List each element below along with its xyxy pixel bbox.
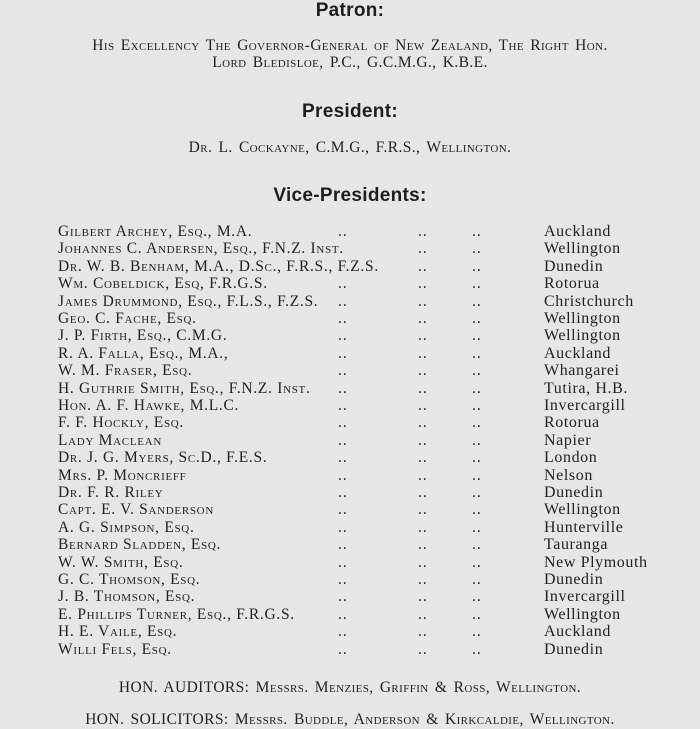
vice-presidents-heading: Vice-Presidents:	[273, 185, 427, 206]
vice-president-row	[58, 310, 698, 328]
leader-dots: ..	[338, 414, 348, 432]
leader-dots: ..	[418, 240, 428, 258]
leader-dots: ..	[338, 623, 348, 641]
leader-dots: ..	[338, 362, 348, 380]
leader-dots: ..	[338, 223, 348, 240]
leader-dots: ..	[418, 553, 428, 571]
vice-president-row	[58, 223, 698, 241]
leader-dots: ..	[472, 501, 482, 519]
leader-dots: ..	[338, 605, 348, 623]
president-heading: President:	[302, 101, 398, 122]
leader-dots: ..	[472, 397, 482, 414]
vice-president-name: J. B. Thomson, Esq.	[58, 588, 196, 606]
leader-dots: ..	[338, 466, 348, 484]
leader-dots: ..	[472, 605, 482, 623]
vice-president-row	[58, 536, 698, 554]
leader-dots: ..	[472, 536, 482, 554]
leader-dots: ..	[338, 536, 348, 554]
president-line: Dr. L. Cockayne, C.M.G., F.R.S., Wellington.	[188, 139, 512, 156]
leader-dots: ..	[418, 379, 428, 397]
vice-president-name: James Drummond, Esq., F.L.S., F.Z.S.	[58, 292, 319, 310]
vice-president-place: Tutira, H.B.	[544, 379, 628, 397]
vice-president-place: Christchurch	[544, 292, 634, 310]
vice-president-name: R. A. Falla, Esq., M.A.,	[58, 344, 229, 362]
vice-president-name: Willi Fels, Esq.	[58, 640, 172, 658]
vice-president-name: H. Guthrie Smith, Esq., F.N.Z. Inst.	[58, 379, 311, 397]
leader-dots: ..	[418, 518, 428, 536]
leader-dots: ..	[338, 292, 348, 310]
vice-president-name: W. W. Smith, Esq.	[58, 553, 184, 571]
leader-dots: ..	[472, 379, 482, 397]
vice-president-name: Hon. A. F. Hawke, M.L.C.	[58, 397, 240, 414]
leader-dots: ..	[472, 449, 482, 467]
vice-president-row	[58, 467, 698, 485]
vice-president-place: Dunedin	[544, 640, 604, 658]
leader-dots: ..	[418, 414, 428, 432]
leader-dots: ..	[338, 553, 348, 571]
leader-dots: ..	[338, 501, 348, 519]
vice-president-name: H. E. Vaile, Esq.	[58, 623, 178, 641]
leader-dots: ..	[338, 379, 348, 397]
vice-president-row	[58, 397, 698, 415]
vice-president-row	[58, 380, 698, 398]
leader-dots: ..	[472, 640, 482, 658]
vice-president-row	[58, 606, 698, 624]
vice-president-name: Dr. W. B. Benham, M.A., D.Sc., F.R.S., F.Z.S.	[58, 257, 379, 275]
leader-dots: ..	[338, 518, 348, 536]
leader-dots: ..	[418, 292, 428, 310]
vice-president-place: Invercargill	[544, 588, 626, 606]
vice-president-place: Invercargill	[544, 397, 626, 414]
vice-president-row	[58, 588, 698, 606]
leader-dots: ..	[418, 431, 428, 449]
vice-president-place: Napier	[544, 431, 592, 449]
leader-dots: ..	[418, 623, 428, 641]
vice-president-place: Auckland	[544, 223, 612, 240]
leader-dots: ..	[418, 344, 428, 362]
auditors-line: HON. AUDITORS: Messrs. Menzies, Griffin & Ross, Wellington.	[118, 679, 582, 696]
leader-dots: ..	[418, 275, 428, 293]
vice-president-place: Wellington	[544, 501, 621, 519]
leader-dots: ..	[418, 327, 428, 345]
vice-president-name: Gilbert Archey, Esq., M.A.	[58, 223, 253, 240]
vice-president-row	[58, 414, 698, 432]
vice-president-name: Capt. E. V. Sanderson	[58, 501, 214, 519]
vice-president-name: E. Phillips Turner, Esq., F.R.G.S.	[58, 605, 295, 623]
vice-president-name: Dr. F. R. Riley	[58, 484, 164, 501]
vice-president-row	[58, 327, 698, 345]
vice-president-place: Hunterville	[544, 518, 624, 536]
vice-president-row	[58, 554, 698, 572]
leader-dots: ..	[472, 571, 482, 588]
vice-president-name: Bernard Sladden, Esq.	[58, 536, 222, 554]
vice-president-name: A. G. Simpson, Esq.	[58, 518, 195, 536]
vice-president-row	[58, 571, 698, 589]
vice-president-name: G. C. Thomson, Esq.	[58, 571, 201, 588]
vice-president-place: Wellington	[544, 310, 621, 327]
vice-president-row	[58, 449, 698, 467]
leader-dots: ..	[472, 431, 482, 449]
solicitors-line: HON. SOLICITORS: Messrs. Buddle, Anderson & Kirkcaldie, Wellington.	[85, 711, 615, 728]
leader-dots: ..	[418, 397, 428, 414]
vice-president-place: New Plymouth	[544, 553, 648, 571]
vice-president-row	[58, 432, 698, 450]
leader-dots: ..	[338, 327, 348, 345]
vice-president-row	[58, 293, 698, 311]
leader-dots: ..	[418, 536, 428, 554]
leader-dots: ..	[472, 623, 482, 641]
vice-president-place: Auckland	[544, 344, 612, 362]
leader-dots: ..	[338, 571, 348, 588]
leader-dots: ..	[418, 449, 428, 467]
vice-president-row	[58, 519, 698, 537]
leader-dots: ..	[472, 588, 482, 606]
leader-dots: ..	[472, 344, 482, 362]
vice-president-name: Wm. Cobeldick, Esq, F.R.G.S.	[58, 275, 268, 293]
leader-dots: ..	[472, 257, 482, 275]
vice-president-row	[58, 484, 698, 502]
vice-president-row	[58, 258, 698, 276]
leader-dots: ..	[472, 292, 482, 310]
leader-dots: ..	[338, 397, 348, 414]
vice-president-row	[58, 345, 698, 363]
patron-heading: Patron:	[315, 0, 385, 21]
vice-president-place: Nelson	[544, 466, 593, 484]
leader-dots: ..	[418, 484, 428, 501]
vice-president-row	[58, 240, 698, 258]
vice-president-place: London	[544, 449, 598, 467]
leader-dots: ..	[418, 571, 428, 588]
leader-dots: ..	[472, 362, 482, 380]
vice-president-row	[58, 641, 698, 659]
leader-dots: ..	[418, 257, 428, 275]
vice-president-place: Rotorua	[544, 275, 600, 293]
leader-dots: ..	[418, 640, 428, 658]
leader-dots: ..	[472, 223, 482, 240]
vice-president-place: Auckland	[544, 623, 612, 641]
leader-dots: ..	[472, 553, 482, 571]
leader-dots: ..	[472, 327, 482, 345]
leader-dots: ..	[338, 431, 348, 449]
vice-president-name: Lady Maclean	[58, 431, 162, 449]
vice-president-place: Wellington	[544, 327, 621, 345]
vice-president-name: Geo. C. Fache, Esq.	[58, 310, 197, 327]
vice-president-name: W. M. Fraser, Esq.	[58, 362, 193, 380]
vice-president-row	[58, 501, 698, 519]
leader-dots: ..	[472, 518, 482, 536]
vice-president-row	[58, 362, 698, 380]
vice-president-place: Tauranga	[544, 536, 609, 554]
leader-dots: ..	[418, 605, 428, 623]
vice-president-place: Dunedin	[544, 484, 604, 501]
vice-president-row	[58, 623, 698, 641]
vice-president-name: Mrs. P. Moncrieff	[58, 466, 187, 484]
leader-dots: ..	[418, 310, 428, 327]
patron-line-1: His Excellency The Governor-General of New Zealand, The Right Hon.	[92, 37, 608, 54]
leader-dots: ..	[418, 223, 428, 240]
vice-president-place: Rotorua	[544, 414, 600, 432]
leader-dots: ..	[472, 275, 482, 293]
leader-dots: ..	[418, 466, 428, 484]
leader-dots: ..	[338, 588, 348, 606]
vice-president-name: Johannes C. Andersen, Esq., F.N.Z. Inst.	[58, 240, 344, 258]
vice-president-place: Whangarei	[544, 362, 620, 380]
leader-dots: ..	[472, 484, 482, 501]
leader-dots: ..	[338, 344, 348, 362]
leader-dots: ..	[418, 588, 428, 606]
leader-dots: ..	[418, 501, 428, 519]
leader-dots: ..	[472, 310, 482, 327]
vice-president-name: F. F. Hockly, Esq.	[58, 414, 184, 432]
vice-president-name: Dr. J. G. Myers, Sc.D., F.E.S.	[58, 449, 268, 467]
leader-dots: ..	[338, 449, 348, 467]
vice-president-name: J. P. Firth, Esq., C.M.G.	[58, 327, 228, 345]
leader-dots: ..	[338, 484, 348, 501]
leader-dots: ..	[418, 362, 428, 380]
vice-president-row	[58, 275, 698, 293]
vice-president-place: Wellington	[544, 240, 621, 258]
leader-dots: ..	[338, 275, 348, 293]
leader-dots: ..	[472, 240, 482, 258]
patron-line-2: Lord Bledisloe, P.C., G.C.M.G., K.B.E.	[212, 54, 488, 71]
vice-president-place: Wellington	[544, 605, 621, 623]
leader-dots: ..	[338, 310, 348, 327]
vice-president-place: Dunedin	[544, 571, 604, 588]
vice-president-place: Dunedin	[544, 257, 604, 275]
leader-dots: ..	[472, 414, 482, 432]
leader-dots: ..	[338, 640, 348, 658]
leader-dots: ..	[472, 466, 482, 484]
